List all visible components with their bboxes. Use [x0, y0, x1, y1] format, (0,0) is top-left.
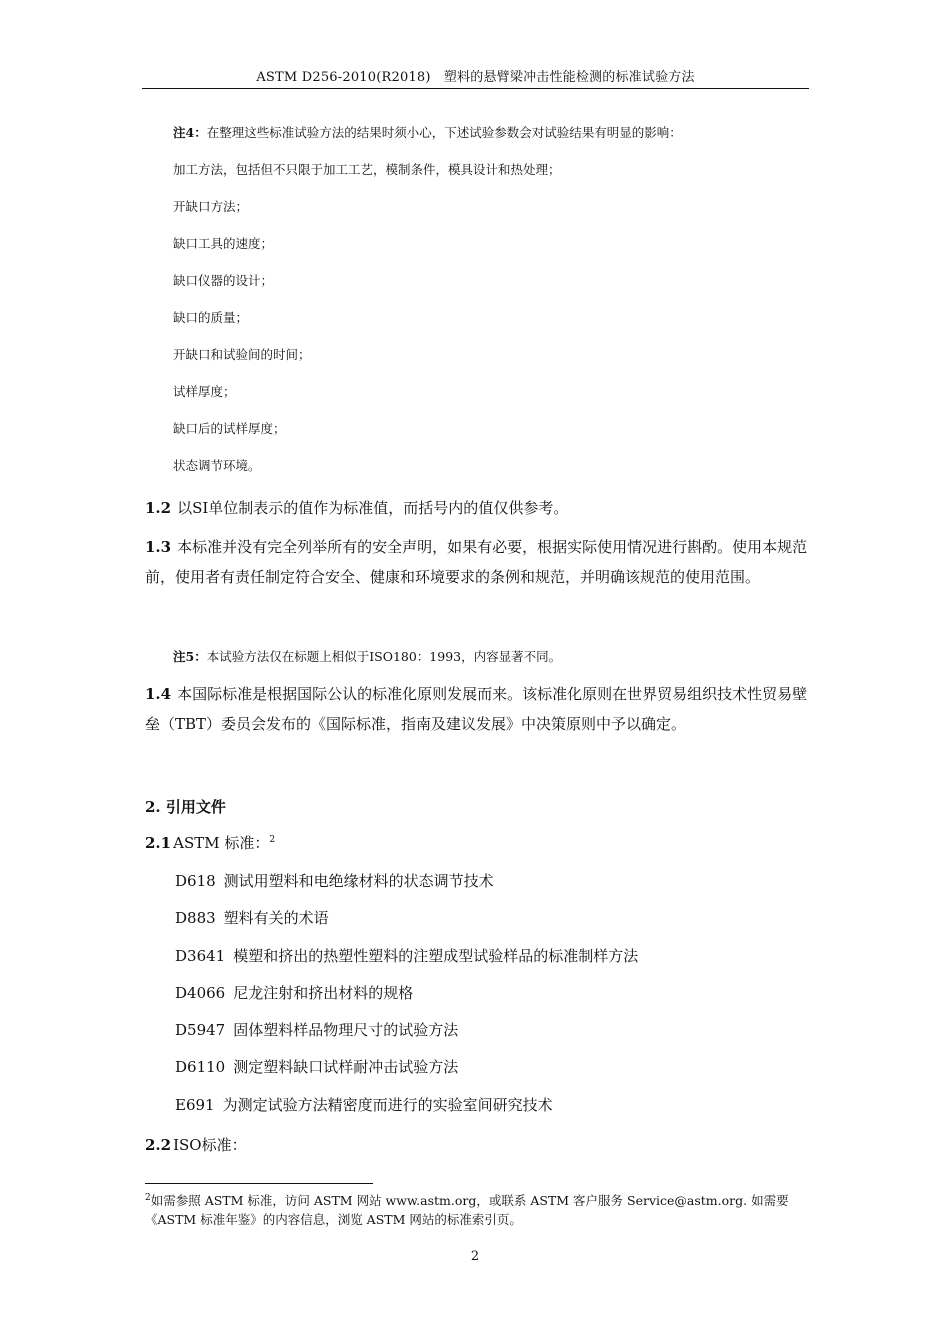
reference-code: D883 [175, 909, 216, 927]
footnote-text: 如需参照 ASTM 标准，访问 ASTM 网站 www.astm.org，或联系 ASTM 客户服务 Service@astm.org. 如需要《ASTM 标准年鉴》的内容信息，浏览 ASTM 网站的标准索引页。 [145, 1193, 789, 1227]
astm-reference [175, 1056, 458, 1077]
section-number: 2.2 [145, 1136, 172, 1154]
reference-code: D4066 [175, 984, 226, 1002]
reference-code: D3641 [175, 947, 226, 965]
astm-reference [175, 982, 413, 1003]
note-4-item: 缺口仪器的设计； [173, 273, 274, 288]
section-text: 以SI单位制表示的值作为标准值，而括号内的值仅供参考。 [177, 499, 569, 517]
note-4-item: 缺口后的试样厚度； [173, 421, 286, 436]
note-4-label: 注4： [173, 125, 207, 140]
note-4-item: 缺口的质量； [173, 310, 249, 325]
reference-title: 模塑和挤出的热塑性塑料的注塑成型试验样品的标准制样方法 [233, 947, 639, 965]
reference-title: 测定塑料缺口试样耐冲击试验方法 [233, 1058, 459, 1076]
reference-title: 塑料有关的术语 [223, 909, 329, 927]
reference-title: 固体塑料样品物理尺寸的试验方法 [233, 1021, 459, 1039]
astm-reference [175, 1019, 458, 1040]
note-4-intro-text: 在整理这些标准试验方法的结果时须小心，下述试验参数会对试验结果有明显的影响： [206, 125, 682, 140]
reference-code: D5947 [175, 1021, 226, 1039]
note-4-item: 开缺口方法； [173, 199, 249, 214]
note-4-intro [173, 125, 682, 141]
footnote-divider [145, 1183, 373, 1184]
section-number: 1.2 [145, 499, 172, 517]
section-1-2 [145, 493, 810, 523]
footnote [145, 1191, 810, 1229]
section-2-1 [145, 828, 810, 858]
header-divider [142, 88, 809, 89]
section-2-heading: 2. 引用文件 [145, 798, 226, 816]
reference-code: D618 [175, 872, 216, 890]
note-5-text: 本试验方法仅在标题上相似于ISO180：1993，内容显著不同。 [206, 649, 562, 664]
astm-reference [175, 907, 329, 928]
astm-reference [175, 870, 494, 891]
note-4-item: 开缺口和试验间的时间； [173, 347, 311, 362]
page-number: 2 [470, 1249, 480, 1264]
reference-title: 测试用塑料和电绝缘材料的状态调节技术 [223, 872, 494, 890]
astm-reference [175, 945, 638, 966]
running-header: ASTM D256-2010(R2018) 塑料的悬臂梁冲击性能检测的标准试验方法 [256, 70, 695, 85]
section-text: 本标准并没有完全列举所有的安全声明，如果有必要，根据实际使用情况进行斟酌。使用本规范前，使用者有责任制定符合安全、健康和环境要求的条例和规范，并明确该规范的使用范围。 [145, 538, 808, 586]
note-4-item: 加工方法，包括但不只限于加工工艺，模制条件，模具设计和热处理； [173, 162, 561, 177]
section-number: 1.4 [145, 685, 172, 703]
reference-title: 为测定试验方法精密度而进行的实验室间研究技术 [222, 1096, 553, 1114]
reference-title: 尼龙注射和挤出材料的规格 [233, 984, 414, 1002]
section-text: 本国际标准是根据国际公认的标准化原则发展而来。该标准化原则在世界贸易组织技术性贸易壁垒（TBT）委员会发布的《国际标准，指南及建议发展》中决策原则中予以确定。 [145, 685, 808, 733]
section-label: ISO标准： [173, 1136, 247, 1154]
note-4-item: 缺口工具的速度； [173, 236, 274, 251]
note-4-item: 试样厚度； [173, 384, 236, 399]
note-5 [173, 649, 561, 665]
section-number: 1.3 [145, 538, 172, 556]
section-2-2 [145, 1130, 810, 1160]
section-number: 2.1 [145, 834, 172, 852]
section-label: ASTM 标准： [173, 834, 270, 852]
footnote-mark: 2 [145, 1192, 151, 1203]
reference-code: E691 [175, 1096, 215, 1114]
section-1-4 [145, 679, 810, 739]
astm-reference [175, 1094, 553, 1115]
reference-code: D6110 [175, 1058, 226, 1076]
footnote-ref: 2 [269, 835, 276, 845]
note-5-label: 注5： [173, 649, 207, 664]
section-1-3 [145, 532, 810, 592]
note-4-item: 状态调节环境。 [173, 458, 261, 473]
